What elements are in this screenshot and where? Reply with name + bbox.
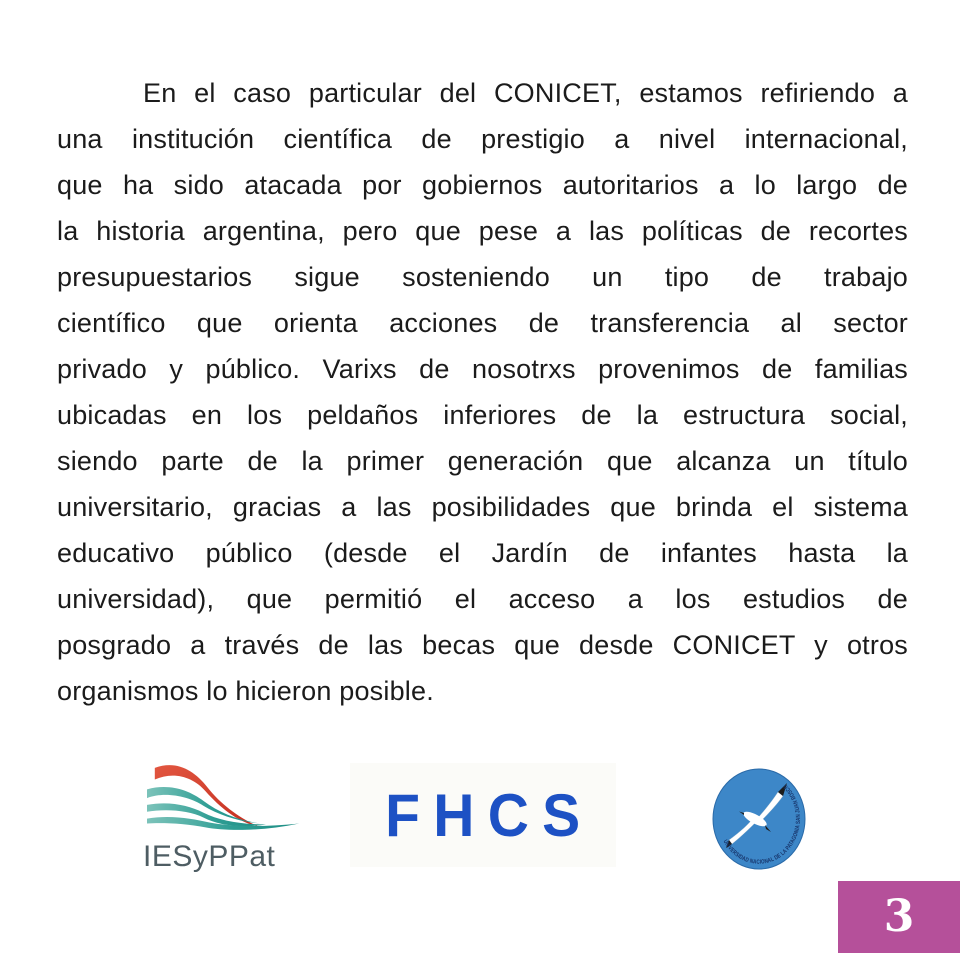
text-line: universidad), que permitió el acceso a los estudios de bbox=[57, 584, 908, 614]
text-line: presupuestarios sigue sosteniendo un tipo de trabajo bbox=[57, 262, 908, 292]
fhcs-logo bbox=[350, 763, 616, 867]
unpsjb-ring-text: UNIVERSIDAD NACIONAL DE LA PATAGONIA SAN JUAN BOSCO bbox=[721, 782, 803, 866]
text-line: siendo parte de la primer generación que alcanza un título bbox=[57, 446, 908, 476]
text-line: una institución científica de prestigio a nivel internacional, bbox=[57, 124, 908, 154]
text-line: que ha sido atacada por gobiernos autoritarios a lo largo de bbox=[57, 170, 908, 200]
text-line: posgrado a través de las becas que desde CONICET y otros bbox=[57, 630, 908, 660]
unpsjb-seal-icon bbox=[698, 756, 818, 882]
text-line: ubicadas en los peldaños inferiores de la estructura social, bbox=[57, 400, 908, 430]
text-line: En el caso particular del CONICET, estamos refiriendo a bbox=[143, 78, 908, 108]
text-line: educativo público (desde el Jardín de infantes hasta la bbox=[57, 538, 908, 568]
text-line: organismos lo hicieron posible. bbox=[57, 676, 434, 706]
fhcs-label: FHCS bbox=[385, 781, 594, 849]
page-number-badge bbox=[838, 881, 960, 953]
page-number: 3 bbox=[883, 891, 915, 942]
text-line: la historia argentina, pero que pese a las políticas de recortes bbox=[57, 216, 908, 246]
text-line: universitario, gracias a las posibilidades que brinda el sistema bbox=[57, 492, 908, 522]
iesyppat-swoosh-icon bbox=[141, 762, 313, 842]
text-line: privado y público. Varixs de nosotrxs provenimos de familias bbox=[57, 354, 908, 384]
text-line: científico que orienta acciones de transferencia al sector bbox=[57, 308, 908, 338]
iesyppat-logo bbox=[141, 762, 316, 882]
iesyppat-label: IESyPPat bbox=[143, 840, 276, 873]
body-text bbox=[57, 70, 908, 714]
